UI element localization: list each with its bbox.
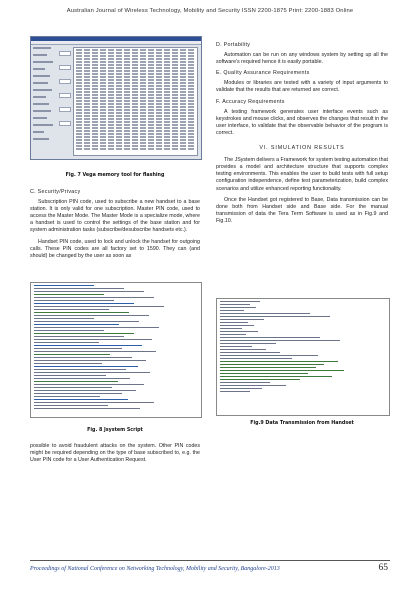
security-heading: C. Security/Privacy [30,189,81,195]
pin-continuation-paragraph: possible to avoid fraudulent attacks on the system. Other PIN codes might be required depending on the type of base subscribed to, e.g. the User PIN code for a User Authentication Request. [30,443,200,464]
fig9-caption: Fig.9 Data Transmission from Handset [250,421,354,426]
portability-heading: D. Portability [216,42,251,48]
accuracy-paragraph: A testing framework generates user interface events such as keystrokes and mouse clicks, and observes the changes that result in the user interface, to validate that the observable behavior of the program is correct. [216,108,388,136]
tera-term-screenshot [216,298,390,416]
left-column-continuation [30,443,200,468]
results-heading: VI. SIMULATION RESULTS [259,145,345,152]
right-column-text [216,38,388,229]
results-paragraph-1: The JSystem delivers a Framework for system testing automation that provides a model and architecture structure that supports complex testing environments. This enables the user to build tests with full setup configuration independence, define test parameterization, build complex scenarios and utilize enhanced reporting functionality. [216,157,388,192]
results-paragraph-2: Once the Handset got registered to Base, Data transmission can be done both from Handset side and Base side. For the manual transmission of data the Tera Term Software is used as in Fig.9 and Fig.10. [216,196,388,224]
portability-paragraph: Automation can be run on any windows system by setting up all the software's required hence it is easily portable. [216,52,388,66]
qa-heading: E. Quality Assurance Requirements [216,70,310,77]
footer-rule [30,560,390,561]
security-paragraph-2: Handset PIN code, used to lock and unlock the handset for outgoing calls. These PIN codes are all factory set to 1590. They can (and should) be changed by the user as soon as [30,238,200,259]
fig8-caption: Fig. 8 Jsystem Script [87,428,143,433]
footer-proceedings: Proceedings of National Conference on Networking Technology, Mobility and Security, Bangalore-2013 [30,566,280,572]
jsystem-script-screenshot [30,282,202,418]
fig7-caption: Fig. 7 Vega memory tool for flashing [65,173,165,178]
qa-paragraph: Modules or libraries are tested with a variety of input arguments to validate that the results that are returned are correct. [216,80,388,94]
vega-memory-tool-screenshot [30,36,202,160]
accuracy-heading: F. Accuracy Requirements [216,98,285,105]
security-paragraph-1: Subscription PIN code, used to subscribe a new handset to a base station. It is only valid for one subscription. Master PIN code, used to access the Master Mode. The Master Mode is a specialize mode, where a handset is used to control the settings of the base station and for system administration tasks (subscribe/desubscribe handsets etc.). [30,199,200,234]
journal-header: Australian Journal of Wireless Technology, Mobility and Security ISSN 2200-1875 Print: 2200-1883 Online [66,8,354,14]
page-number: 65 [378,563,388,573]
left-column-text [30,185,200,264]
